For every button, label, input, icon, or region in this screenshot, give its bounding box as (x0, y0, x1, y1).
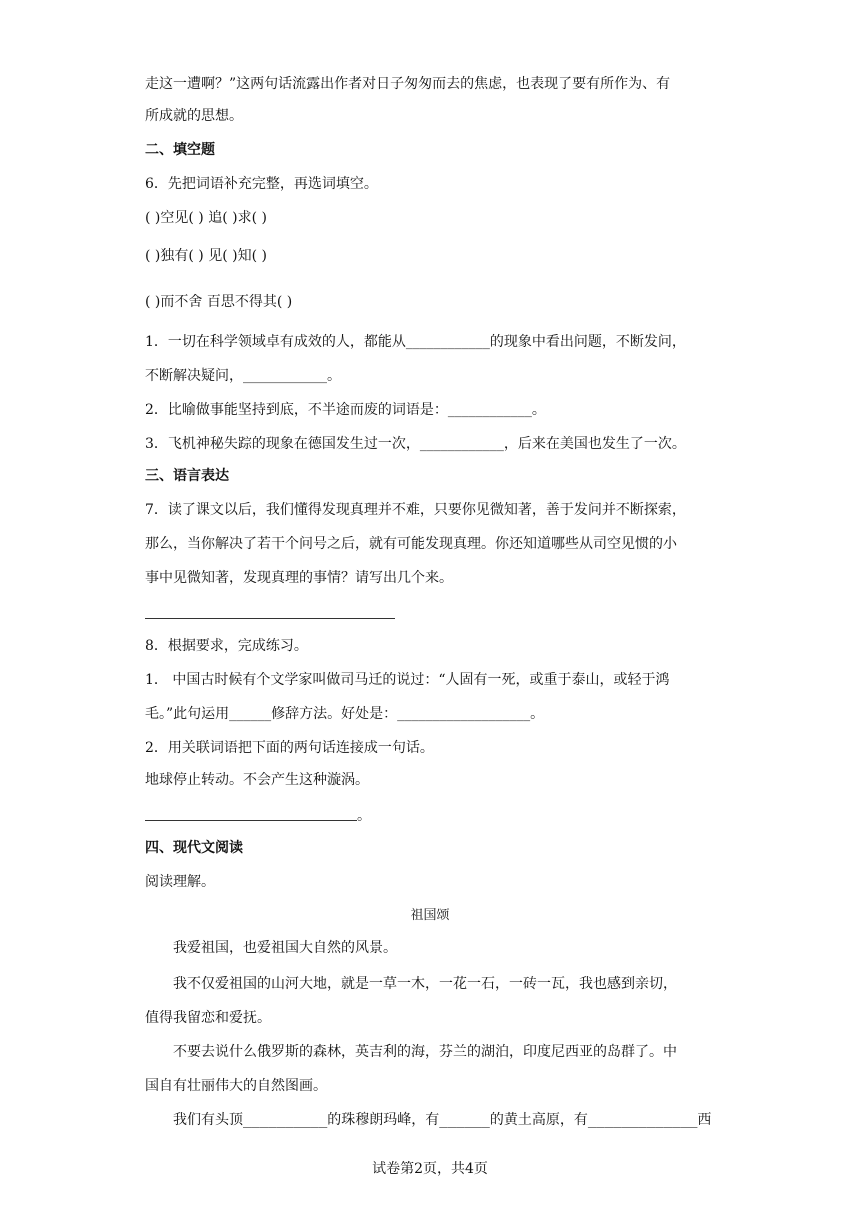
question-7: 7．读了课文以后，我们懂得发现真理并不难，只要你见微知著，善于发问并不断探索， (145, 502, 686, 518)
passage-paragraph: 不要去说什么俄罗斯的森林，英吉利的海，芬兰的湖泊，印度尼西亚的岛群了。中 (173, 1044, 677, 1060)
passage-paragraph-cont: 国自有壮丽伟大的自然图画。 (145, 1078, 327, 1094)
sentence-3: 3．飞机神秘失踪的现象在德国发生过一次，____________，后来在美国也发生了一次。 (145, 436, 686, 452)
question-8-2: 2．用关联词语把下面的两句话连接成一句话。 (145, 740, 434, 756)
sentence-2: 2．比喻做事能坚持到底，不半途而废的词语是：____________。 (145, 402, 546, 418)
question-8: 8．根据要求，完成练习。 (145, 638, 308, 654)
word-blanks-row: ( )空见( ) 追( )求( ) (145, 210, 267, 226)
passage-title: 祖国颂 (410, 908, 450, 923)
passage-paragraph: 我爱祖国，也爱祖国大自然的风景。 (173, 940, 397, 956)
section-heading: 四、现代文阅读 (145, 840, 243, 856)
question-7-cont: 事中见微知著，发现真理的事情？请写出几个来。 (145, 570, 453, 586)
answer-line[interactable] (145, 820, 357, 821)
passage-paragraph-cont: 值得我留恋和爱抚。 (145, 1010, 271, 1026)
word-blanks-row: ( )而不舍 百思不得其( ) (145, 294, 293, 310)
passage-paragraph: 我不仅爱祖国的山河大地，就是一草一木，一花一石，一砖一瓦，我也感到亲切， (173, 976, 677, 992)
question-8-1: 1． 中国古时候有个文学家叫做司马迁的说过：“人固有一死，或重于泰山，或轻于鸿 (145, 672, 670, 688)
text-line: 走这一遭啊？”这两句话流露出作者对日子匆匆而去的焦虑，也表现了要有所作为、有 (145, 76, 671, 92)
question-8-2-sentences: 地球停止转动。不会产生这种漩涡。 (145, 772, 369, 788)
section-heading: 三、语言表达 (145, 468, 229, 484)
question-8-1-cont: 毛。”此句运用______修辞方法。好处是：___________________。 (145, 706, 545, 722)
reading-instruction: 阅读理解。 (145, 874, 215, 890)
section-heading: 二、填空题 (145, 142, 215, 158)
question-6: 6．先把词语补充完整，再选词填空。 (145, 176, 378, 192)
answer-period: 。 (357, 808, 371, 824)
sentence-1-cont: 不断解决疑问，____________。 (145, 368, 341, 384)
question-7-cont: 那么，当你解决了若干个问号之后，就有可能发现真理。你还知道哪些从司空见惯的小 (145, 536, 677, 552)
page-footer: 试卷第2页，共4页 (372, 1161, 488, 1177)
sentence-1: 1．一切在科学领域卓有成效的人，都能从____________的现象中看出问题，不断发问， (145, 334, 686, 350)
text-line: 所成就的思想。 (145, 108, 243, 124)
answer-line[interactable] (145, 618, 395, 619)
passage-paragraph: 我们有头顶__________的珠穆朗玛峰，有______的黄土高原，有_____________西 (173, 1112, 712, 1128)
word-blanks-row: ( )独有( ) 见( )知( ) (145, 248, 267, 264)
